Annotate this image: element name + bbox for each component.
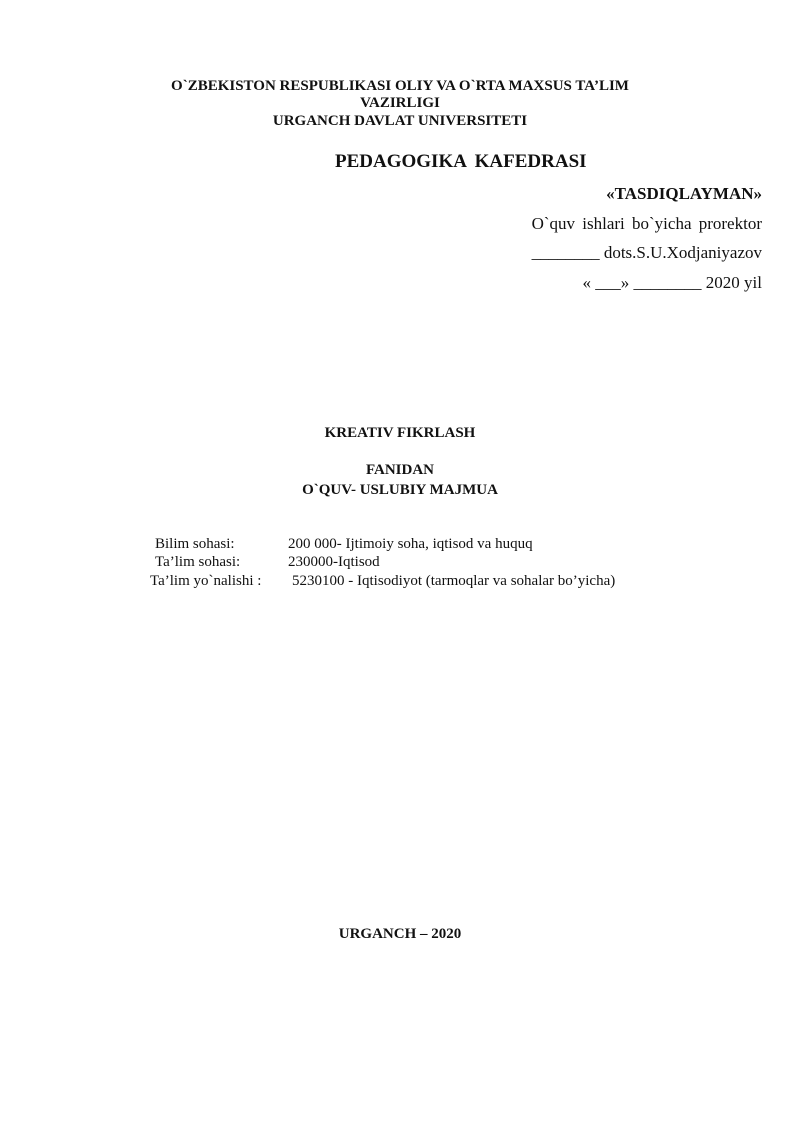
meta-value-bilim-sohasi: 200 000- Ijtimoiy soha, iqtisod va huquq — [288, 536, 533, 552]
ministry-title-line2: VAZIRLIGI — [360, 95, 440, 111]
approval-title: «TASDIQLAYMAN» — [606, 184, 762, 203]
approval-date: « ___» ________ 2020 yil — [582, 273, 762, 292]
meta-label-bilim-sohasi: Bilim sohasi: — [155, 536, 235, 552]
meta-label-talim-sohasi: Ta’lim sohasi: — [155, 554, 241, 570]
meta-value-talim-yonalishi: 5230100 - Iqtisodiyot (tarmoqlar va sohalar bo’yicha) — [292, 573, 616, 589]
subject-type: O`QUV- USLUBIY MAJMUA — [302, 482, 498, 498]
ministry-title-line1: O`ZBEKISTON RESPUBLIKASI OLIY VA O`RTA MAXSUS TA’LIM — [171, 78, 629, 94]
approval-role: O`quv ishlari bo`yicha prorektor — [531, 214, 762, 233]
meta-value-talim-sohasi: 230000-Iqtisod — [288, 554, 380, 570]
approval-signature: ________ dots.S.U.Xodjaniyazov — [531, 243, 762, 262]
footer-city-year: URGANCH – 2020 — [338, 926, 462, 942]
university-name: URGANCH DAVLAT UNIVERSITETI — [272, 113, 528, 129]
department-name: PEDAGOGIKA KAFEDRASI — [335, 151, 587, 172]
subject-name: KREATIV FIKRLASH — [324, 425, 476, 441]
subject-fanidan: FANIDAN — [365, 462, 435, 478]
meta-label-talim-yonalishi: Ta’lim yo`nalishi : — [150, 573, 262, 589]
